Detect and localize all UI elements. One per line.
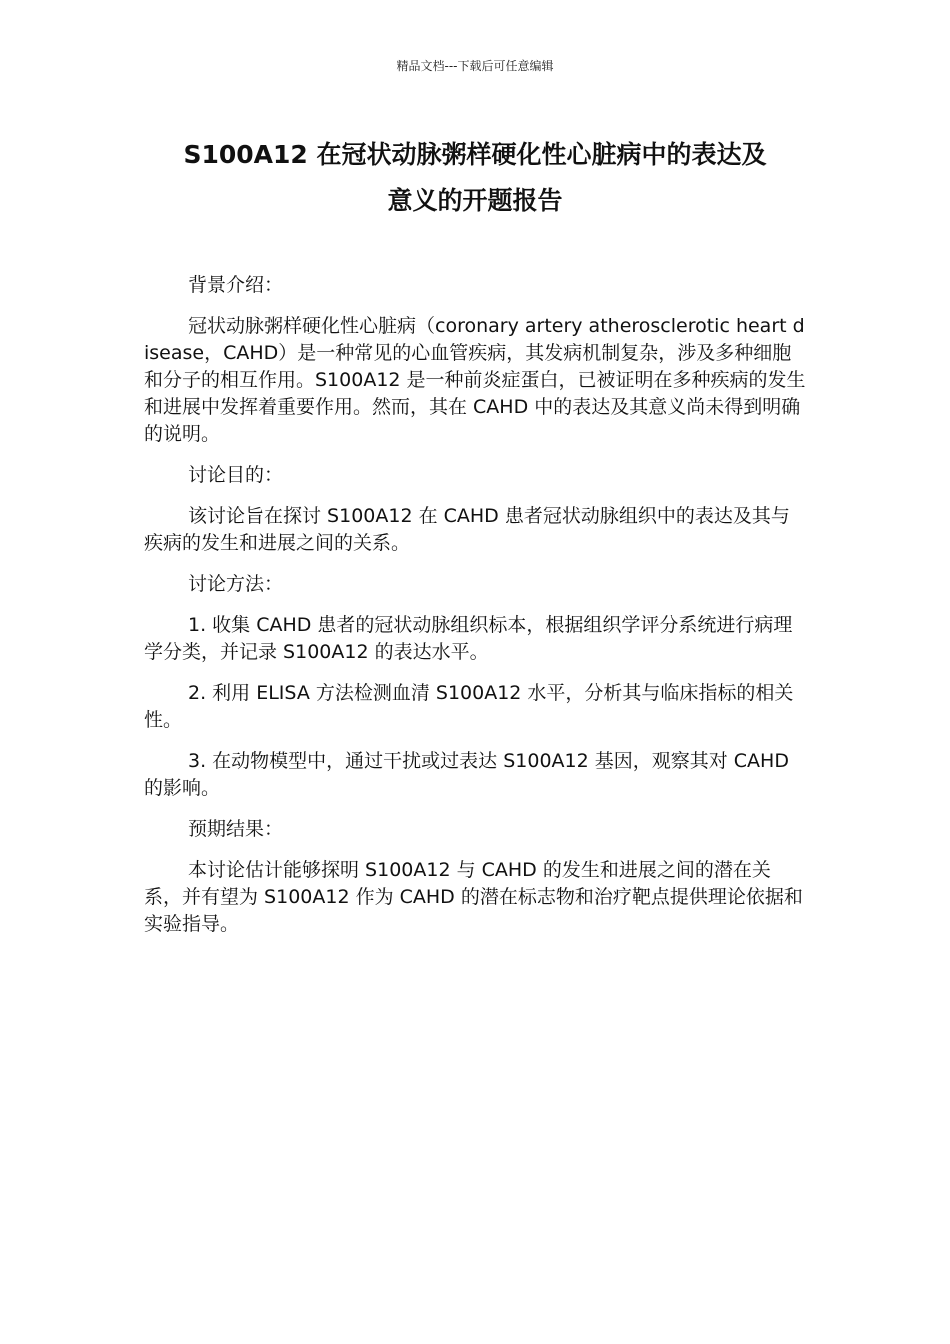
background-heading: 背景介绍： bbox=[188, 274, 284, 296]
document-title-line-2: 意义的开题报告 bbox=[387, 186, 563, 215]
background-paragraph: 冠状动脉粥样硬化性心脏病（coronary artery atherosclerotic heart disease，CAHD）是一种常见的心血管疾病，其发病机制复杂，涉及多种细胞和分子的相互作用。S100A12 是一种前炎症蛋白，已被证明在多种疾病的发生和进展中发挥着重要作用。然而，其在 CAHD 中的表达及其意义尚未得到明确的说明。 bbox=[144, 315, 806, 445]
document-body bbox=[144, 272, 808, 952]
header-note: 精品文档---下载后可任意编辑 bbox=[396, 59, 554, 73]
method-item-2: 2. 利用 ELISA 方法检测血清 S100A12 水平，分析其与临床指标的相关性。 bbox=[144, 682, 794, 731]
document-title-line-1: S100A12 在冠状动脉粥样硬化性心脏病中的表达及 bbox=[183, 140, 767, 169]
results-heading: 预期结果： bbox=[188, 818, 284, 840]
method-heading: 讨论方法： bbox=[188, 573, 284, 595]
method-item-3: 3. 在动物模型中，通过干扰或过表达 S100A12 基因，观察其对 CAHD 的影响。 bbox=[144, 750, 789, 799]
document-title bbox=[120, 132, 830, 224]
results-paragraph: 本讨论估计能够探明 S100A12 与 CAHD 的发生和进展之间的潜在关系，并有望为 S100A12 作为 CAHD 的潜在标志物和治疗靶点提供理论依据和实验指导。 bbox=[144, 859, 803, 935]
purpose-paragraph: 该讨论旨在探讨 S100A12 在 CAHD 患者冠状动脉组织中的表达及其与疾病的发生和进展之间的关系。 bbox=[144, 505, 790, 554]
method-item-1: 1. 收集 CAHD 患者的冠状动脉组织标本，根据组织学评分系统进行病理学分类，并记录 S100A12 的表达水平。 bbox=[144, 614, 793, 663]
purpose-heading: 讨论目的： bbox=[188, 464, 284, 486]
